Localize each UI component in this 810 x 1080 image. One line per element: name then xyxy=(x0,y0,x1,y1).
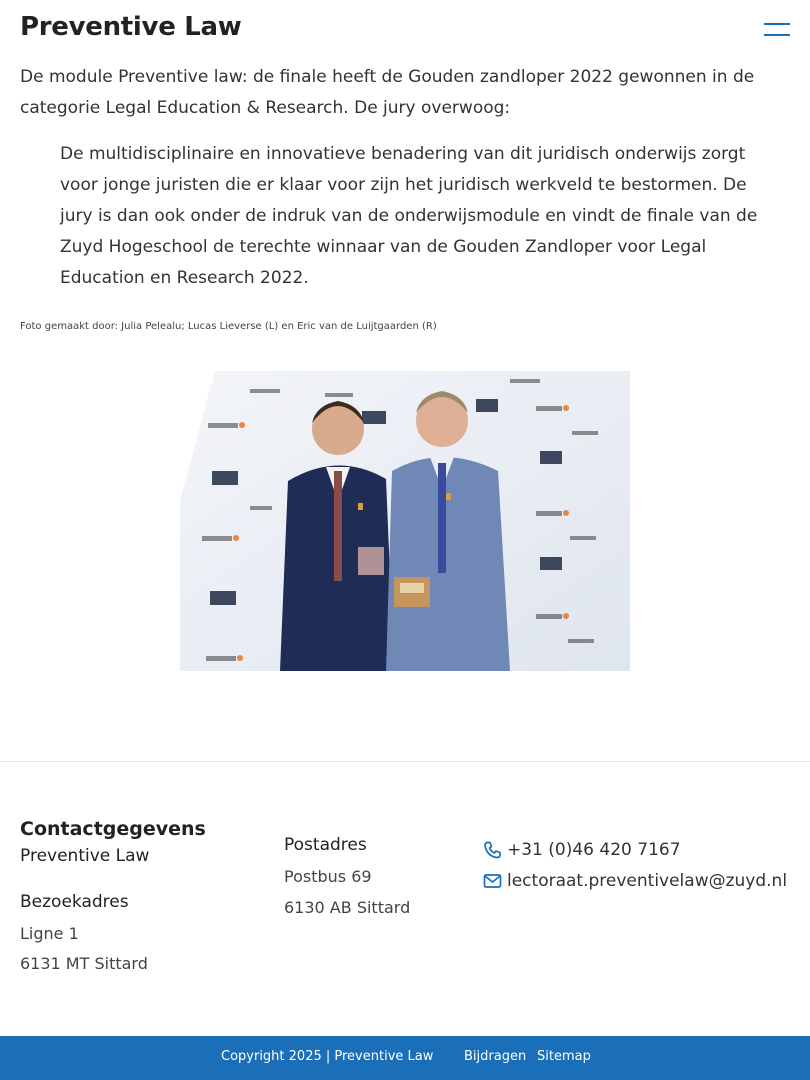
email-address: lectoraat.preventivelaw@zuyd.nl xyxy=(507,871,788,891)
footer-link-bijdragen[interactable]: Bijdragen xyxy=(464,1049,527,1064)
photo-caption: Foto gemaakt door: Julia Pelealu; Lucas Lieverse (L) en Eric van de Luijtgaarden (R) xyxy=(20,321,437,332)
site-footer xyxy=(0,1036,810,1080)
contact-heading: Contactgegevens xyxy=(20,818,206,840)
site-header xyxy=(0,0,810,60)
phone-icon xyxy=(483,841,503,859)
menu-line-bottom xyxy=(764,34,790,36)
contact-organization: Preventive Law xyxy=(20,846,150,866)
site-logo[interactable]: Preventive Law xyxy=(20,12,242,42)
award-photo xyxy=(180,371,630,671)
jury-quote: De multidisciplinaire en innovatieve benadering van dit juridisch onderwijs zorgt voor jonge juristen die er klaar voor zijn het juridisch werkveld te bestormen. De jury is dan ook onder de indruk van de onderwijsmodule en vindt de finale van de Zuyd Hogeschool de terechte winnaar van de Gouden Zandloper voor Legal Education en Research 2022. xyxy=(60,144,758,288)
article-intro: De module Preventive law: de finale heeft de Gouden zandloper 2022 gewonnen in de categorie Legal Education & Research. De jury overwoog: xyxy=(20,67,755,118)
menu-line-top xyxy=(764,23,790,25)
visit-address-heading: Bezoekadres xyxy=(20,892,129,912)
visit-address-city: 6131 MT Sittard xyxy=(20,954,148,973)
envelope-icon xyxy=(483,872,503,890)
visit-address-street: Ligne 1 xyxy=(20,924,79,943)
postal-address-box: Postbus 69 xyxy=(284,867,372,886)
postal-address-heading: Postadres xyxy=(284,835,367,855)
phone-number: +31 (0)46 420 7167 xyxy=(507,840,681,860)
hamburger-menu-icon[interactable] xyxy=(764,22,790,38)
copyright-text: Copyright 2025 | Preventive Law xyxy=(221,1049,434,1064)
award-photo-illustration xyxy=(180,371,630,671)
footer-link-sitemap[interactable]: Sitemap xyxy=(537,1049,591,1064)
phone-link[interactable] xyxy=(483,840,681,860)
footer-divider xyxy=(0,761,810,762)
email-link[interactable] xyxy=(483,871,787,891)
postal-address-city: 6130 AB Sittard xyxy=(284,898,411,917)
